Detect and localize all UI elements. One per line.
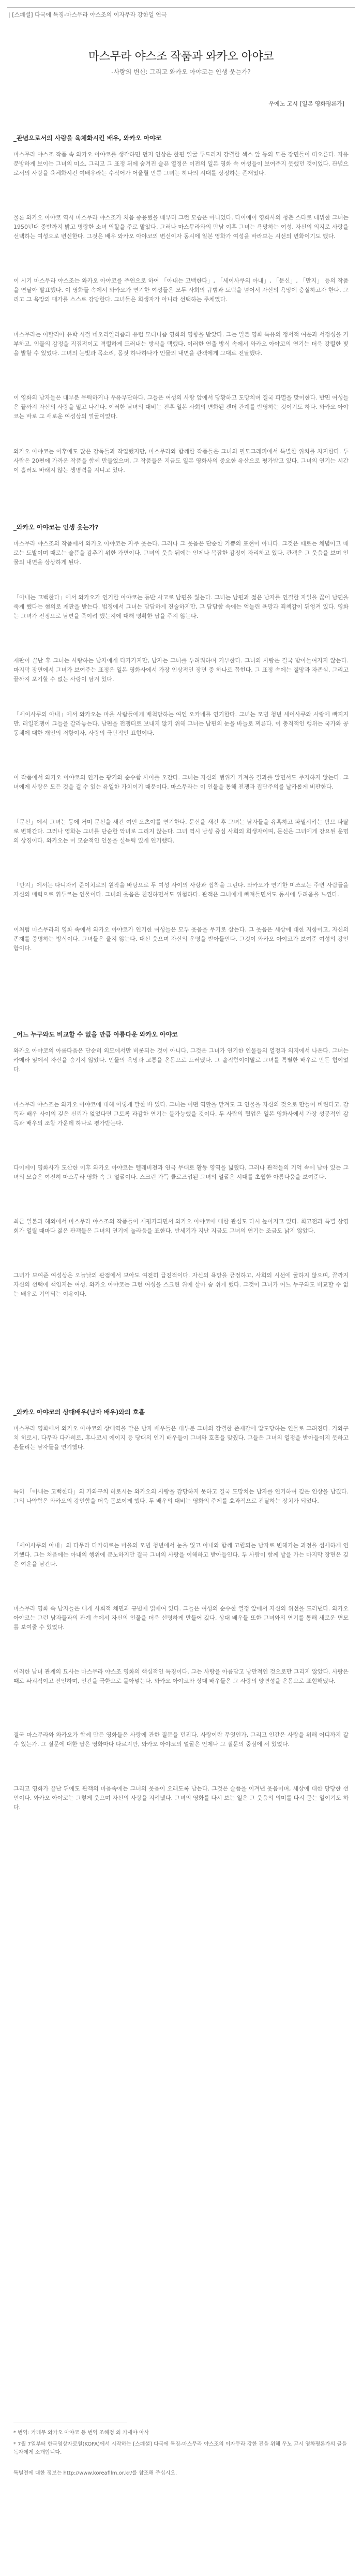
paragraph: 「문신」에서 그녀는 등에 거미 문신을 새긴 여인 오츠야를 연기한다. 문신을 새긴 후 그녀는 남자들을 유혹하고 파멸시키는 팜므 파탈로 변해간다. 그러나 영화는 그녀를 단순한 악녀로 그리지 않는다. 그녀 역시 남성 중심 사회의 희생자이며, 문신은 그녀에게 강요된 운명의 상징이다. 와카오는 이 모순적인 인물을 설득력 있게 연기했다. [13,819,349,844]
footnote-link[interactable]: 특별전에 대한 정보는 http://www.koreafilm.or.kr/를 참조해 주십시오. [13,2470,177,2476]
breadcrumb: | [스폐셜] 다국에 특징-마스무라 야스조의 이자무라 강한일 연극 [8,11,167,18]
paragraph: 마스무라는 이탈리아 유학 시절 네오리얼리즘과 유럽 모더니즘 영화의 영향을 받았다. 그는 일본 영화 특유의 정서적 여운과 서정성을 거부하고, 인물의 감정을 직접적이고 격렬하게 드러내는 방식을 택했다. 이러한 연출 방식 속에서 와카오 아야코의 연기는 더욱 강렬한 빛을 발할 수 있었다. 그녀의 눈빛과 목소리, 몸짓 하나하나가 인물의 내면을 관객에게 그대로 전달했다. [13,331,349,357]
paragraph: 와카오 아야코의 아름다움은 단순히 외모에서만 비롯되는 것이 아니다. 그것은 그녀가 연기한 인물들의 열정과 의지에서 나온다. 그녀는 카메라 앞에서 자신을 숨기지 않았다. 인물의 욕망과 고통을 온몸으로 드러냈다. 그 솔직함이야말로 그녀를 특별한 배우로 만든 힘이었다. [13,1047,349,1073]
paragraph: 마스무라 야스조는 와카오 아야코에 대해 이렇게 말한 바 있다. 그녀는 어떤 역할을 맡겨도 그 인물을 자신의 것으로 만들어 버린다고. 감독과 배우 사이의 깊은 신뢰가 없었다면 그토록 과감한 연기는 불가능했을 것이다. 두 사람의 협업은 일본 영화사에서 가장 성공적인 감독과 배우의 조합 가운데 하나로 평가받는다. [13,1101,349,1127]
article-byline: 우에노 고시 [일본 영화평론가] [268,100,344,107]
article-title: 마스무라 야스조 작품과 와카오 아야코 [88,50,274,63]
paragraph: 와카오 아야코는 이후에도 많은 감독들과 작업했지만, 마스무라와 함께한 작품들은 그녀의 필모그래피에서 특별한 위치를 차지한다. 두 사람은 20편에 가까운 작품을 함께 만들었으며, 그 작품들은 지금도 일본 영화사의 중요한 유산으로 평가받고 있다. 그녀의 연기는 시간이 흘러도 바래지 않는 생명력을 지니고 있다. [13,448,349,473]
section-heading: _어느 누구와도 비교할 수 없을 만큼 아름다운 와카오 아야코 [13,1031,178,1038]
paragraph: 그녀가 보여준 여성상은 오늘날의 관점에서 보아도 여전히 급진적이다. 자신의 욕망을 긍정하고, 사회의 시선에 굴하지 않으며, 끝까지 자신의 선택에 책임지는 여성. 와카오 아야코는 그런 여성을 스크린 위에 살아 숨 쉬게 했다. 그것이 그녀가 어느 누구와도 비교할 수 없는 배우로 기억되는 이유이다. [13,1272,349,1297]
paragraph: 마스무라 영화에서 와카오 아야코의 상대역을 맡은 남자 배우들은 대부분 그녀의 강렬한 존재감에 압도당하는 인물로 그려진다. 가와구치 히로시, 다무라 다카히로, 후나코시 에이지 등 당대의 인기 배우들이 그녀와 호흡을 맞췄다. 그들은 그녀의 열정을 받아들이지 못하고 흔들리는 남자들을 연기했다. [13,1425,349,1450]
paragraph: 물론 와카오 아야코 역시 마스무라 야스조가 처음 중용했을 때부터 그런 모습은 아니었다. 다이에이 영화사의 청춘 스타로 데뷔한 그녀는 1950년대 중반까지 밝고 명랑한 소녀 역할을 주로 맡았다. 그러나 마스무라와의 만남 이후 그녀는 욕망하는 여성, 자신의 의지로 사랑을 선택하는 여성으로 변신한다. 그것은 배우 와카오 아야코의 변신이자 동시에 일본 영화가 여성을 바라보는 시선의 변화이기도 했다. [13,214,349,240]
paragraph: 이 작품에서 와카오 아야코의 연기는 광기와 순수함 사이를 오간다. 그녀는 자신의 행위가 가져올 결과를 알면서도 주저하지 않는다. 그녀에게 사랑은 모든 것을 걸 수 있는 유일한 가치이기 때문이다. 마스무라는 이 인물을 통해 전쟁과 집단주의를 날카롭게 비판한다. [13,774,349,790]
article-subtitle: -사랑의 변신: 그리고 와카오 아야코는 인생 웃는가? [111,68,251,76]
paragraph: 「세이사쿠의 아내」에서 와카오는 마을 사람들에게 배척당하는 여인 오카네를 연기한다. 그녀는 모범 청년 세이사쿠와 사랑에 빠지지만, 러일전쟁이 그들을 갈라놓는다. 남편을 전쟁터로 보내지 않기 위해 그녀는 남편의 눈을 바늘로 찌른다. 이 충격적인 행위는 국가와 공동체에 대한 개인의 저항이자, 사랑의 극단적인 표현이다. [13,711,349,736]
paragraph: 이러한 남녀 관계의 묘사는 마스무라 야스조 영화의 핵심적인 특징이다. 그는 사랑을 아름답고 낭만적인 것으로만 그리지 않았다. 사랑은 때로 파괴적이고 잔인하며, 인간을 극한으로 몰아넣는다. 와카오 아야코와 상대 배우들은 그 사랑의 양면성을 온몸으로 표현해냈다. [13,1668,349,1684]
top-divider [7,7,355,8]
paragraph: 그리고 영화가 끝난 뒤에도 관객의 마음속에는 그녀의 웃음이 오래도록 남는다. 그것은 슬픔을 이겨낸 웃음이며, 세상에 대한 당당한 선언이다. 와카오 아야코는 그렇게 웃으며 자신의 사랑을 지켜냈다. 그녀의 영화를 다시 보는 일은 그 웃음의 의미를 다시 묻는 일이기도 하다. [13,1785,349,1811]
paragraph: 「세이사쿠의 아내」의 다무라 다카히로는 마을의 모범 청년에서 눈을 잃고 아내와 함께 고립되는 남자로 변해가는 과정을 섬세하게 연기했다. 그는 처음에는 아내의 행위에 분노하지만 결국 그녀의 사랑을 이해하고 받아들인다. 두 사람이 함께 밭을 가는 마지막 장면은 깊은 여운을 남긴다. [13,1542,349,1567]
paragraph: 마스무라 야스조 작품 속 와카오 아야코를 생각하면 먼저 인상은 한편 얼굴 두드러지 강렬한 섹스 앞 등의 모든 장면들이 떠오른다. 자유분방하게 보이는 그녀의 미소, 그리고 그 표정 뒤에 숨겨진 슬픈 열정은 이전의 일본 영화 속 여성들이 보여주지 못했던 것이었다. 관념으로서의 사랑을 육체화시킨 여배우라는 수식어가 어울릴 만큼 그녀는 하나의 시대를 상징하는 존재였다. [13,151,349,176]
paragraph: 「만지」에서는 다니자키 준이치로의 원작을 바탕으로 두 여성 사이의 사랑과 집착을 그린다. 와카오가 연기한 미쓰코는 주변 사람들을 자신의 매력으로 휘두르는 인물이다. 그녀의 웃음은 천진하면서도 위험하다. 관객은 그녀에게 빠져들면서도 동시에 두려움을 느낀다. [13,882,349,898]
paragraph: 최근 일본과 해외에서 마스무라 야스조의 작품들이 재평가되면서 와카오 아야코에 대한 관심도 다시 높아지고 있다. 회고전과 특별 상영회가 열릴 때마다 젊은 관객들은 그녀의 연기에 놀라움을 표한다. 반세기가 지난 지금도 그녀의 연기는 조금도 낡지 않았다. [13,1218,349,1234]
paragraph: 이 시기 마스무라 야스조는 와카오 아야코를 주연으로 하여 「아내는 고백한다」, 「세이사쿠의 아내」, 「문신」, 「만지」 등의 작품을 연달아 발표했다. 이 영화들 속에서 와카오가 연기한 여성들은 모두 사회의 규범과 도덕을 넘어서 자신의 욕망에 충실하고자 한다. 그리고 그 욕망의 대가를 스스로 감당한다. 그녀들은 희생자가 아니라 선택하는 주체였다. [13,277,349,303]
paragraph: 이처럼 마스무라의 영화 속에서 와카오 아야코가 연기한 여성들은 모두 웃음을 무기로 삼는다. 그 웃음은 세상에 대한 저항이고, 자신의 존재를 증명하는 방식이다. 그녀들은 울지 않는다. 대신 웃으며 자신의 운명을 받아들인다. 그것이 와카오 아야코가 보여준 여성의 강인함이다. [13,926,349,952]
section-heading: _와카오 아야코의 상대배우(남자 배우)와의 호흡 [13,1409,145,1416]
footnote: * 번역: 카레무 와카오 아야코 등 번역 조혜정 외 카세야 아사 [13,2430,149,2436]
paragraph: 다이에이 영화사가 도산한 이후 와카오 아야코는 텔레비전과 연극 무대로 활동 영역을 넓혔다. 그러나 관객들의 기억 속에 남아 있는 그녀의 모습은 여전히 마스무라 영화 속 그 얼굴이다. 스크린 가득 클로즈업된 그녀의 얼굴은 시대를 초월한 아름다움을 보여준다. [13,1164,349,1180]
section-heading: _관념으로서의 사랑을 육체화시킨 배우, 와카오 아야코 [13,135,162,142]
paragraph: 마스무라 야스조의 작품에서 와카오 아야코는 자주 웃는다. 그러나 그 웃음은 단순한 기쁨의 표현이 아니다. 그것은 때로는 체념이고 때로는 도발이며 때로는 슬픔을 감추기 위한 가면이다. 그녀의 웃음 뒤에는 언제나 복잡한 감정이 자리하고 있다. 관객은 그 웃음을 보며 인물의 내면을 상상하게 된다. [13,540,349,566]
paragraph: 이 영화의 남자들은 대부분 무력하거나 우유부단하다. 그들은 여성의 사랑 앞에서 당황하고 도망치며 결국 파멸을 맞이한다. 반면 여성들은 끝까지 자신의 사랑을 밀고 나간다. 이러한 남녀의 대비는 전후 일본 사회의 변화된 젠더 관계를 반영하는 것이기도 하다. 와카오 아야코는 바로 그 새로운 여성상의 얼굴이었다. [13,394,349,420]
footnote: * 7월 7일부터 한국영상자료원(KOFA)에서 시작하는 [스폐셜] 다국에 특징-마스무라 야스조의 이자무라 강한 전을 위해 우노 고시 영화평론가의 글을 독자에게 소개합니다. [13,2441,347,2455]
paragraph: 재판이 끝난 후 그녀는 사랑하는 남자에게 다가가지만, 남자는 그녀를 두려워하며 거부한다. 그녀의 사랑은 결국 받아들여지지 않는다. 마지막 장면에서 그녀가 보여주는 표정은 일본 영화사에서 가장 인상적인 장면 중 하나로 꼽힌다. 그 표정 속에는 절망과 자존심, 그리고 끝까지 포기할 수 없는 사랑이 담겨 있다. [13,657,349,683]
paragraph: 「아내는 고백한다」에서 와카오가 연기한 아야코는 등반 사고로 남편을 잃는다. 그녀는 남편과 젊은 남자를 연결한 자일을 끊어 남편을 죽게 했다는 혐의로 재판을 받는다. 법정에서 그녀는 담담하게 진술하지만, 그 담담함 속에는 억눌린 욕망과 죄책감이 뒤엉켜 있다. 영화는 그녀가 진정으로 남편을 죽이려 했는지에 대해 명확한 답을 주지 않는다. [13,594,349,619]
paragraph: 특히 「아내는 고백한다」의 가와구치 히로시는 와카오의 사랑을 감당하지 못하고 결국 도망치는 남자를 연기하여 깊은 인상을 남겼다. 그의 나약함은 와카오의 강인함을 더욱 돋보이게 했다. 두 배우의 대비는 영화의 주제를 효과적으로 전달하는 장치가 되었다. [13,1488,349,1504]
paragraph: 결국 마스무라와 와카오가 함께 만든 영화들은 사랑에 관한 질문을 던진다. 사랑이란 무엇인가, 그리고 인간은 사랑을 위해 어디까지 갈 수 있는가. 그 질문에 대한 답은 영화마다 다르지만, 와카오 아야코의 얼굴은 언제나 그 질문의 중심에 서 있었다. [13,1731,349,1748]
paragraph: 마스무라 영화 속 남자들은 대개 사회적 체면과 규범에 얽매여 있다. 그들은 여성의 순수한 열정 앞에서 자신의 위선을 드러낸다. 와카오 아야코는 그런 남자들과의 관계 속에서 자신의 인물을 더욱 선명하게 만들어 갔다. 상대 배우들 또한 그녀와의 연기를 통해 새로운 면모를 보여줄 수 있었다. [13,1605,349,1631]
section-heading: _와카오 아야코는 인생 웃는가? [13,524,99,531]
